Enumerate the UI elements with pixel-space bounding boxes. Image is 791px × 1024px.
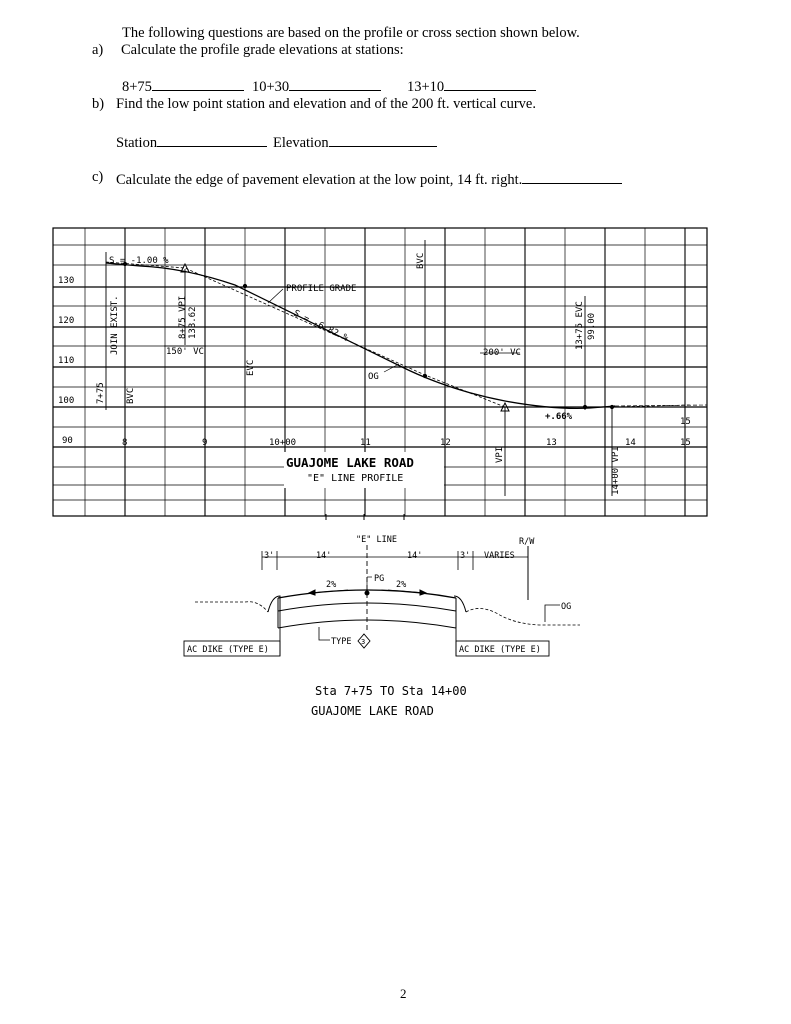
evc-elev-2: 99.00 [587, 312, 597, 340]
slope-label-3: +.66% [545, 412, 573, 422]
profile-labels [96, 253, 621, 495]
slope-right-label: 2% [396, 580, 407, 590]
evc-label-1: EVC [246, 359, 256, 376]
dim-3-right: 3' [460, 551, 471, 561]
station-label: Station [116, 135, 158, 151]
dim-14-right: 14' [407, 551, 423, 561]
slope-left-label: 2% [326, 580, 337, 590]
cross-section-drawing [184, 545, 580, 656]
type-label: TYPE [331, 637, 352, 647]
og-section-label: OG [561, 602, 572, 612]
bvc-label-1: BVC [126, 387, 136, 404]
section-caption-stations: Sta 7+75 TO Sta 14+00 [315, 684, 467, 698]
varies-label: VARIES [484, 551, 515, 561]
elevation-label: Elevation [273, 135, 329, 151]
sta-10: 10+00 [269, 438, 297, 448]
vpi-label-2: VPI [495, 446, 505, 463]
station-1-label: 8+75 [122, 79, 152, 95]
question-b-label: b) [92, 96, 105, 112]
sta-15-upper: 15 [680, 417, 691, 427]
dike-right-label: AC DIKE (TYPE E) [459, 645, 541, 655]
dike-left-label: AC DIKE (TYPE E) [187, 645, 269, 655]
vc-label-1: 150' VC [166, 347, 204, 357]
section-caption-road: GUAJOME LAKE ROAD [311, 704, 434, 718]
dim-14-left: 14' [316, 551, 332, 561]
og-line [615, 405, 707, 406]
question-b-text: Find the low point station and elevation and of the 200 ft. vertical curve. [116, 96, 536, 112]
type-number: 3 [361, 638, 366, 646]
sta-14: 14 [625, 438, 636, 448]
station-3-label: 13+10 [407, 79, 445, 95]
sta-13: 13 [546, 438, 557, 448]
profile-title: GUAJOME LAKE ROAD [286, 455, 414, 470]
elevation-labels [58, 276, 74, 446]
og-label: OG [368, 372, 379, 382]
elev-90: 90 [62, 436, 73, 446]
sta-15: 15 [680, 438, 691, 448]
question-c-text: Calculate the edge of pavement elevation at the low point, 14 ft. right. [116, 172, 523, 188]
cross-section-labels [187, 535, 571, 655]
sta-11: 11 [360, 438, 371, 448]
dim-3-left: 3' [264, 551, 275, 561]
vc-label-2: 200' VC [483, 348, 521, 358]
sta-12: 12 [440, 438, 451, 448]
station-2-label: 10+30 [252, 79, 290, 95]
elev-120: 120 [58, 316, 75, 326]
elev-110: 110 [58, 356, 75, 366]
evc-label-2: 13+75 EVC [575, 301, 585, 350]
question-a-label: a) [92, 42, 104, 58]
question-c-label: c) [92, 169, 104, 185]
slope-label-1: S = -1.00 % [109, 256, 169, 266]
e-line-label: "E" LINE [356, 535, 397, 545]
vpi-label-1: 8+75 VPI [178, 295, 188, 339]
question-a-text: Calculate the profile grade elevations at stations: [121, 42, 404, 58]
profile-subtitle: "E" LINE PROFILE [307, 473, 404, 484]
bvc-label-2: BVC [416, 252, 426, 269]
vpi-label-3: 14+00 VPI [611, 446, 621, 495]
join-exist-label: JOIN EXIST. [110, 295, 120, 355]
sta-9: 9 [202, 438, 208, 448]
sta-775-label: 7+75 [96, 382, 106, 404]
vpi-elev-1: 133.62 [188, 306, 198, 339]
elev-130: 130 [58, 276, 75, 286]
sta-8: 8 [122, 438, 128, 448]
slope-label-2: S = -6.82 % [291, 308, 350, 344]
rw-label: R/W [519, 537, 535, 547]
page-number: 2 [400, 986, 407, 1001]
profile-grade-label: PROFILE GRADE [286, 284, 357, 294]
pg-label: PG [374, 574, 385, 584]
intro-text: The following questions are based on the profile or cross section shown below. [122, 25, 580, 41]
elev-100: 100 [58, 396, 75, 406]
